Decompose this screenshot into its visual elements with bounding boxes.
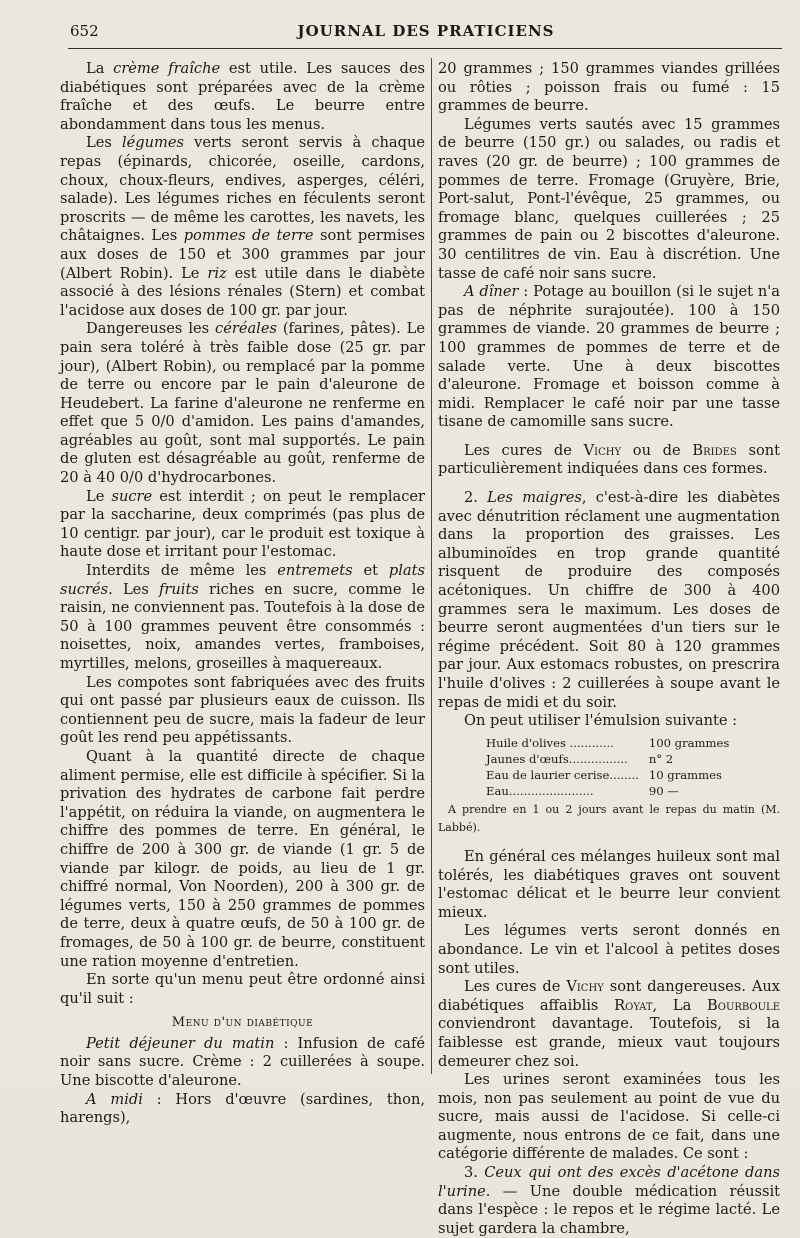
paragraph: Les urines seront examinées tous les mois, non pas seulement au point de vue du sucre, mais aussi de l'acidose. Si celle-ci augmente, nous entrons de ce fait, dans une catégorie différente de malades. Ce sont : (438, 1071, 780, 1163)
header-rule (68, 48, 782, 49)
paragraph: Dangereuses les céréales (farines, pâtes). Le pain sera toléré à très faible dose (25 gr. par jour), (Albert Robin), ou remplacé par la pomme de terre ou encore par le pain d'aleurone de Heudebert. La farine d'aleurone ne renferme en effet que 5 0/0 d'amidon. Les pains d'amandes, agréables au goût, sont mal supportés. Le pain de gluten est désagréable au goût, renferme de 20 à 40 0/0 d'hydrocarbones. (60, 320, 425, 487)
paragraph: Les cures de Vichy ou de Brides sont particulièrement indiquées dans ces formes. (438, 441, 780, 478)
paragraph: Quant à la quantité directe de chaque aliment permise, elle est difficile à spécifier. Si la privation des hydrates de carbone fait perdre l'appétit, on réduira la viande, on augmentera le chiffre des pommes de terre. En général, le chiffre de 200 à 300 gr. de viande (1 gr. 5 de viande par kilogr. de poids, au lieu de 1 gr. chiffré normal, Von Noorden), 200 à 300 gr. de légumes verts, 150 à 250 grammes de pommes de terre, deux à quatre œufs, de 50 à 100 gr. de fromages, de 50 à 100 gr. de beurre, constituent une ration moyenne d'entretien. (60, 747, 425, 970)
paragraph: Les légumes verts seront servis à chaque repas (épinards, chicorée, oseille, cardons, choux, choux-fleurs, endives, asperges, céléri, salade). Les légumes riches en féculents seront proscrits — de même les carottes, les navets, les châtaignes. Les pommes de terre sont permises aux doses de 150 et 300 grammes par jour (Albert Robin). Le riz est utile dans le diabète associé à des lésions rénales (Stern) et combat l'acidose aux doses de 100 gr. par jour. (60, 134, 426, 319)
column-divider (431, 58, 432, 1074)
paragraph: Le sucre est interdit ; on peut le remplacer par la saccharine, deux comprimés (pas plus de 10 centigr. par jour), car le produit est toxique à haute dose et irritant pour l'estomac. (60, 487, 425, 561)
paragraph: En sorte qu'un menu peut être ordonné ainsi qu'il suit : (60, 971, 425, 1007)
paragraph: La crème fraîche est utile. Les sauces des diabétiques sont préparées avec de la crème fraîche et des œufs. Le beurre entre abondamment dans tous les menus. (60, 60, 425, 133)
paragraph: Petit déjeuner du matin : Infusion de café noir sans sucre. Crème : 2 cuillerées à soupe. Une biscotte d'aleurone. (60, 1034, 425, 1090)
table-row: Eau de laurier cerise........ 10 grammes (486, 767, 722, 782)
table-row: Huile d'olives ............ 100 grammes (486, 735, 730, 750)
paragraph: A dîner : Potage au bouillon (si le sujet n'a pas de néphrite surajoutée). 100 à 150 grammes de viande. 20 grammes de beurre ; 100 grammes de pommes de terre et de salade verte. Une à deux biscottes d'aleurone. Fromage et boisson comme à midi. Remplacer le café noir par une tasse tisane de camomille sans sucre. (438, 283, 780, 431)
table-row: Jaunes d'œufs................ n° 2 (486, 751, 674, 766)
paragraph: On peut utiliser l'émulsion suivante : (464, 712, 738, 730)
left-column (60, 60, 425, 1128)
emulsion-note: A prendre en 1 ou 2 jours avant le repas du matin (M. Labbé). (438, 802, 780, 835)
right-column (438, 60, 780, 1238)
emulsion-table (486, 735, 729, 799)
paragraph: Les cures de Vichy sont dangereuses. Aux diabétiques affaiblis Royat, La Bourboule conviendront davantage. Toutefois, si la faiblesse est grande, mieux vaut toujours demeurer chez soi. (438, 978, 781, 1070)
page-header (70, 22, 782, 44)
paragraph: Légumes verts sautés avec 15 grammes de beurre (150 gr.) ou salades, ou radis et raves (20 gr. de beurre) ; 100 grammes de pommes de terre. Fromage (Gruyère, Brie, Port-salut, Pont-l'évêque, 25 grammes, ou fromage blanc, quelques cuillerées ; 25 grammes de pain ou 2 biscottes d'aleurone. 30 centilitres de vin. Eau à discrétion. Une tasse de café noir sans sucre. (438, 115, 780, 282)
paragraph: Les légumes verts seront donnés en abondance. Le vin et l'alcool à petites doses sont utiles. (438, 922, 780, 977)
paragraph: 20 grammes ; 150 grammes viandes grillées ou rôties ; poisson frais ou fumé : 15 grammes de beurre. (438, 60, 780, 115)
table-row: Eau....................... 90 — (486, 783, 679, 798)
menu-heading: Menu d'un diabétique (171, 1015, 314, 1031)
page-number: 652 (70, 22, 99, 40)
paragraph: A midi : Hors d'œuvre (sardines, thon, harengs), (60, 1090, 425, 1127)
paragraph: 3. Ceux qui ont des excès d'acétone dans l'urine. — Une double médication réussit dans l'espèce : le repos et le régime lacté. Le sujet gardera la chambre, (438, 1164, 780, 1237)
paragraph: 2. Les maigres, c'est-à-dire les diabètes avec dénutrition réclament une augmentation dans la proportion des graisses. Les albuminoïdes en trop grande quantité risquent de produire des composés acétoniques. Un chiffre de 300 à 400 grammes sera le maximum. Les doses de beurre seront augmentées d'un tiers sur le régime précédent. Soit 80 à 120 grammes par jour. Aux estomacs robustes, on prescrira l'huile d'olives : 2 cuillerées à soupe avant le repas de midi et du soir. (438, 489, 781, 711)
paragraph: En général ces mélanges huileux sont mal tolérés, les diabétiques graves ont souvent l'estomac délicat et le beurre leur convient mieux. (438, 847, 780, 921)
paragraph: Interdits de même les entremets et plats sucrés. Les fruits riches en sucre, comme le raisin, ne conviennent pas. Toutefois à la dose de 50 à 100 grammes peuvent être consommés : noisettes, noix, amandes vertes, framboises, myrtilles, melons, groseilles à maquereaux. (60, 562, 425, 672)
running-title: JOURNAL DES PRATICIENS (297, 22, 555, 40)
paragraph: Les compotes sont fabriquées avec des fruits qui ont passé par plusieurs eaux de cuisson. Ils contiennent peu de sucre, mais la fadeur de leur goût les rend peu appétissants. (60, 673, 425, 747)
